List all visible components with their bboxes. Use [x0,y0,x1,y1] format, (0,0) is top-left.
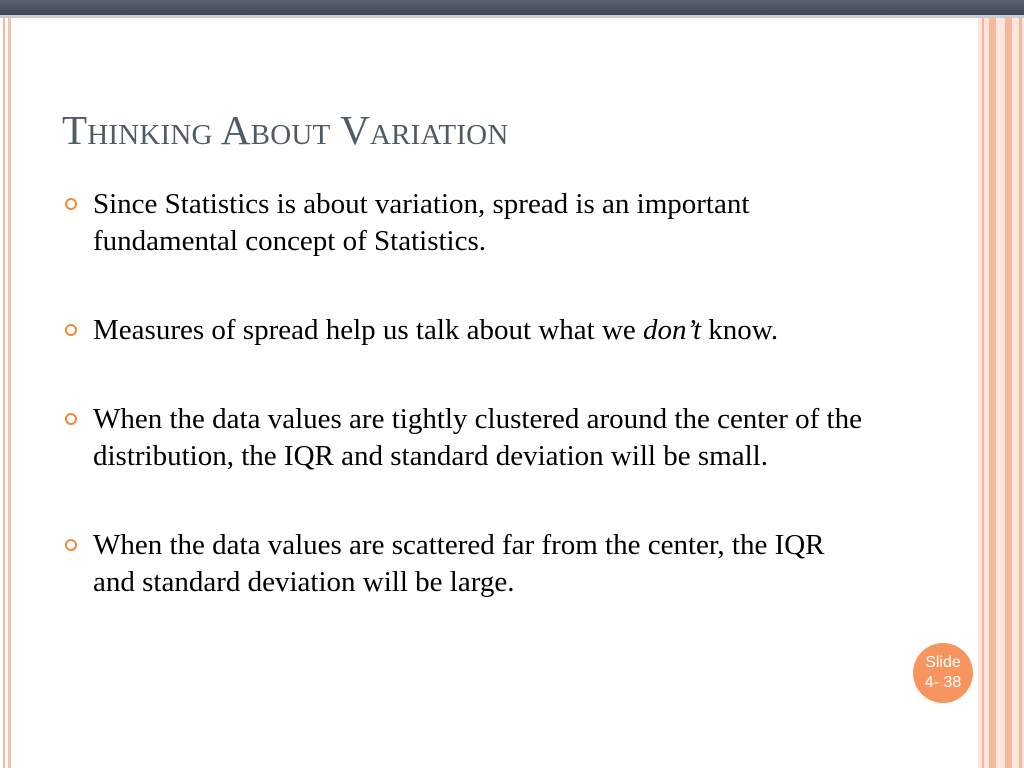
bullet-text-emphasis: don’t [643,314,702,346]
bullet-text: When the data values are scattered far from the center, the IQR and standard deviation will be large. [93,529,825,598]
bullet-item [62,312,862,349]
bullet-text [93,314,778,346]
bullet-circle-icon [65,413,77,425]
bullet-text: When the data values are tightly clustered around the center of the distribution, the IQR and standard deviation will be small. [93,403,862,472]
left-border-stripe [3,18,5,768]
top-bar [0,0,1024,15]
bullet-list [62,186,862,653]
right-border-panel [978,18,1024,768]
slide-title: Thinking About Variation [62,107,509,153]
bullet-item [62,527,862,601]
bullet-circle-icon [65,198,77,210]
bullet-circle-icon [65,539,77,551]
slide-number: 4- 38 [924,674,962,691]
right-border-stripe [1005,18,1012,768]
bullet-item [62,401,862,475]
slide-number-badge [913,643,973,703]
top-bar-edge [0,15,1024,18]
right-border-stripe [989,18,996,768]
bullet-item [62,186,862,260]
bullet-circle-icon [65,324,77,336]
right-border-stripe [982,18,984,768]
slide-label: Slide [925,654,961,671]
bullet-text-part: know. [701,314,779,346]
bullet-text-part: Measures of spread help us talk about what we [93,314,644,346]
left-border-stripe [8,18,11,768]
right-border-stripe [1019,18,1022,768]
bullet-text: Since Statistics is about variation, spread is an important fundamental concept of Statistics. [93,188,750,257]
